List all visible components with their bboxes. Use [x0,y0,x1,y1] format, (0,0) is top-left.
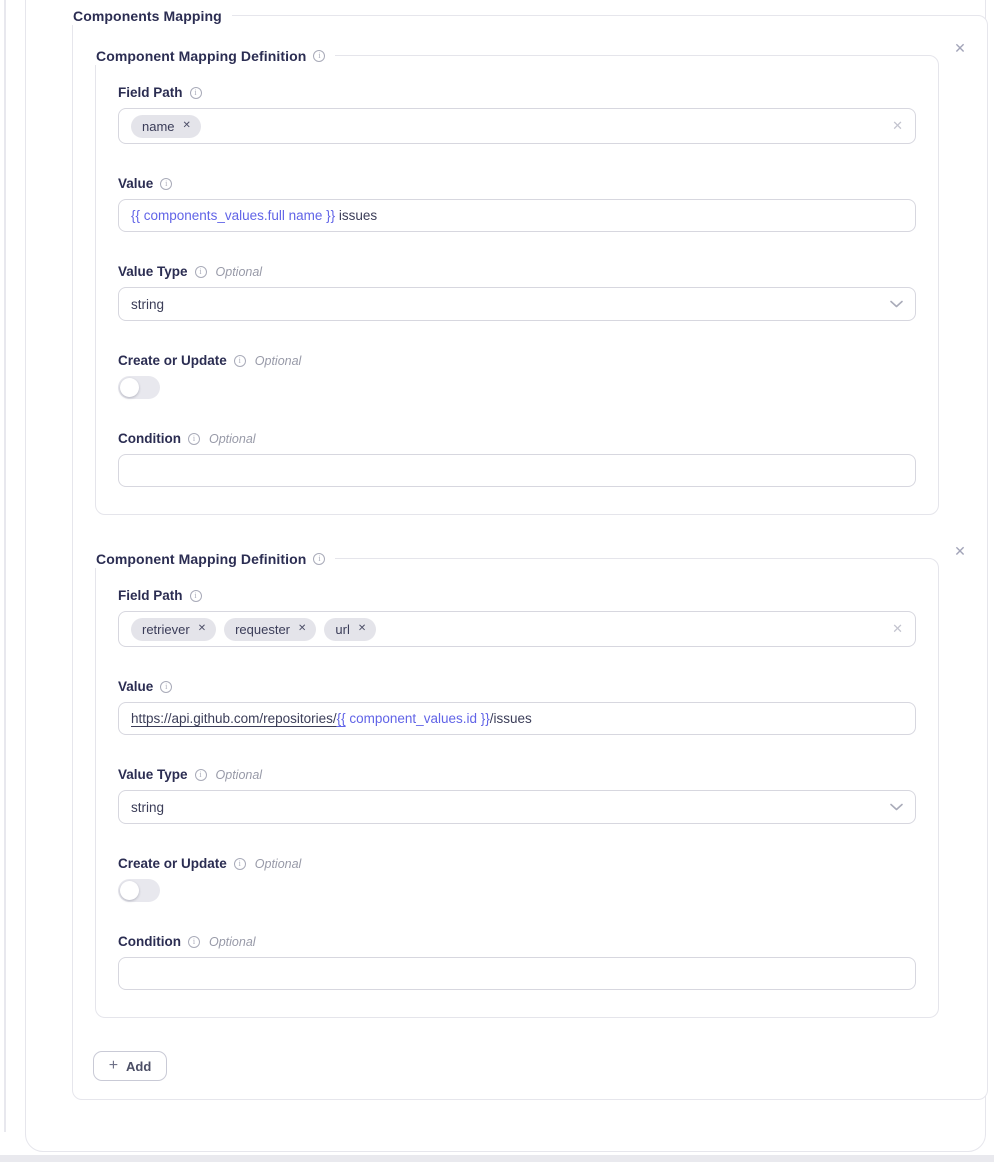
toggle-knob [120,881,139,900]
chip-remove-icon[interactable]: ✕ [197,623,207,634]
chevron-down-icon [890,803,903,811]
chip-label: name [142,118,175,134]
chip-label: url [335,621,350,637]
condition-input[interactable] [118,454,916,487]
field-path-chip[interactable] [131,115,201,138]
value-label: Value [118,679,154,694]
components-mapping-group [72,7,988,1100]
chip-remove-icon[interactable]: ✕ [182,120,191,131]
components-mapping-legend [71,6,232,25]
add-definition-button[interactable] [93,1051,167,1081]
optional-badge: Optional [254,856,302,871]
info-icon: i [234,858,246,870]
value-type-field [118,264,916,321]
condition-label: Condition [118,934,181,949]
optional-badge: Optional [215,767,263,782]
create-or-update-field [118,353,916,399]
value-template-segment: {{ components_values.full name }} [131,208,336,223]
components-mapping-title: Components Mapping [73,7,222,24]
page-bottom-background [0,1155,994,1162]
info-icon: i [160,178,172,190]
info-icon: i [313,50,325,62]
value-label: Value [118,176,154,191]
create-or-update-toggle[interactable] [118,879,160,902]
value-plain-segment: /issues [489,711,532,726]
value-type-field [118,767,916,824]
value-type-label: Value Type [118,767,188,782]
value-type-selected: string [131,296,165,312]
value-input[interactable] [118,702,916,735]
form-card [25,0,986,1152]
component-mapping-definition-group [95,47,939,515]
chevron-down-icon [890,300,903,308]
field-path-label: Field Path [118,85,183,100]
create-or-update-toggle[interactable] [118,376,160,399]
remove-definition-icon[interactable]: ✕ [954,542,966,559]
value-plain-segment: issues [335,208,378,223]
field-path-label: Field Path [118,588,183,603]
value-type-select[interactable] [118,790,916,824]
value-input[interactable] [118,199,916,232]
clear-input-icon[interactable]: ✕ [892,621,903,636]
definition-legend [94,46,335,65]
field-path-field [118,85,916,144]
condition-input[interactable] [118,957,916,990]
chip-label: requester [235,621,290,637]
plus-icon: + [108,1056,119,1074]
optional-badge: Optional [208,934,256,949]
value-brace-segment: {{ [336,711,346,726]
info-icon: i [195,266,207,278]
component-mapping-definition-group [95,550,939,1018]
info-icon: i [188,433,200,445]
optional-badge: Optional [208,431,256,446]
value-url-segment: https://api.github.com/repositories/ [131,711,337,726]
definition-legend [94,549,335,568]
info-icon: i [190,590,202,602]
field-path-field [118,588,916,647]
create-or-update-field [118,856,916,902]
field-path-input[interactable] [118,611,916,647]
optional-badge: Optional [254,353,302,368]
value-type-select[interactable] [118,287,916,321]
value-type-selected: string [131,799,165,815]
definition-title: Component Mapping Definition [96,47,307,64]
toggle-knob [120,378,139,397]
field-path-chip[interactable] [324,618,376,641]
condition-field [118,934,916,990]
add-button-label: Add [126,1058,152,1074]
info-icon: i [160,681,172,693]
value-field [118,176,916,232]
condition-field [118,431,916,487]
definition-title: Component Mapping Definition [96,550,307,567]
field-path-chip[interactable] [131,618,216,641]
chip-remove-icon[interactable]: ✕ [298,623,307,634]
remove-definition-icon[interactable]: ✕ [954,39,966,56]
info-icon: i [234,355,246,367]
clear-input-icon[interactable]: ✕ [892,118,903,133]
field-path-chip[interactable] [224,618,316,641]
chip-label: retriever [142,621,190,637]
info-icon: i [195,769,207,781]
optional-badge: Optional [215,264,263,279]
info-icon: i [188,936,200,948]
info-icon: i [190,87,202,99]
create-or-update-label: Create or Update [118,353,227,368]
info-icon: i [313,553,325,565]
create-or-update-label: Create or Update [118,856,227,871]
field-path-input[interactable] [118,108,916,144]
condition-label: Condition [118,431,181,446]
value-field [118,679,916,735]
page-left-divider [4,0,6,1132]
chip-remove-icon[interactable]: ✕ [357,623,367,634]
value-template-segment: component_values.id }} [345,711,490,726]
value-type-label: Value Type [118,264,188,279]
